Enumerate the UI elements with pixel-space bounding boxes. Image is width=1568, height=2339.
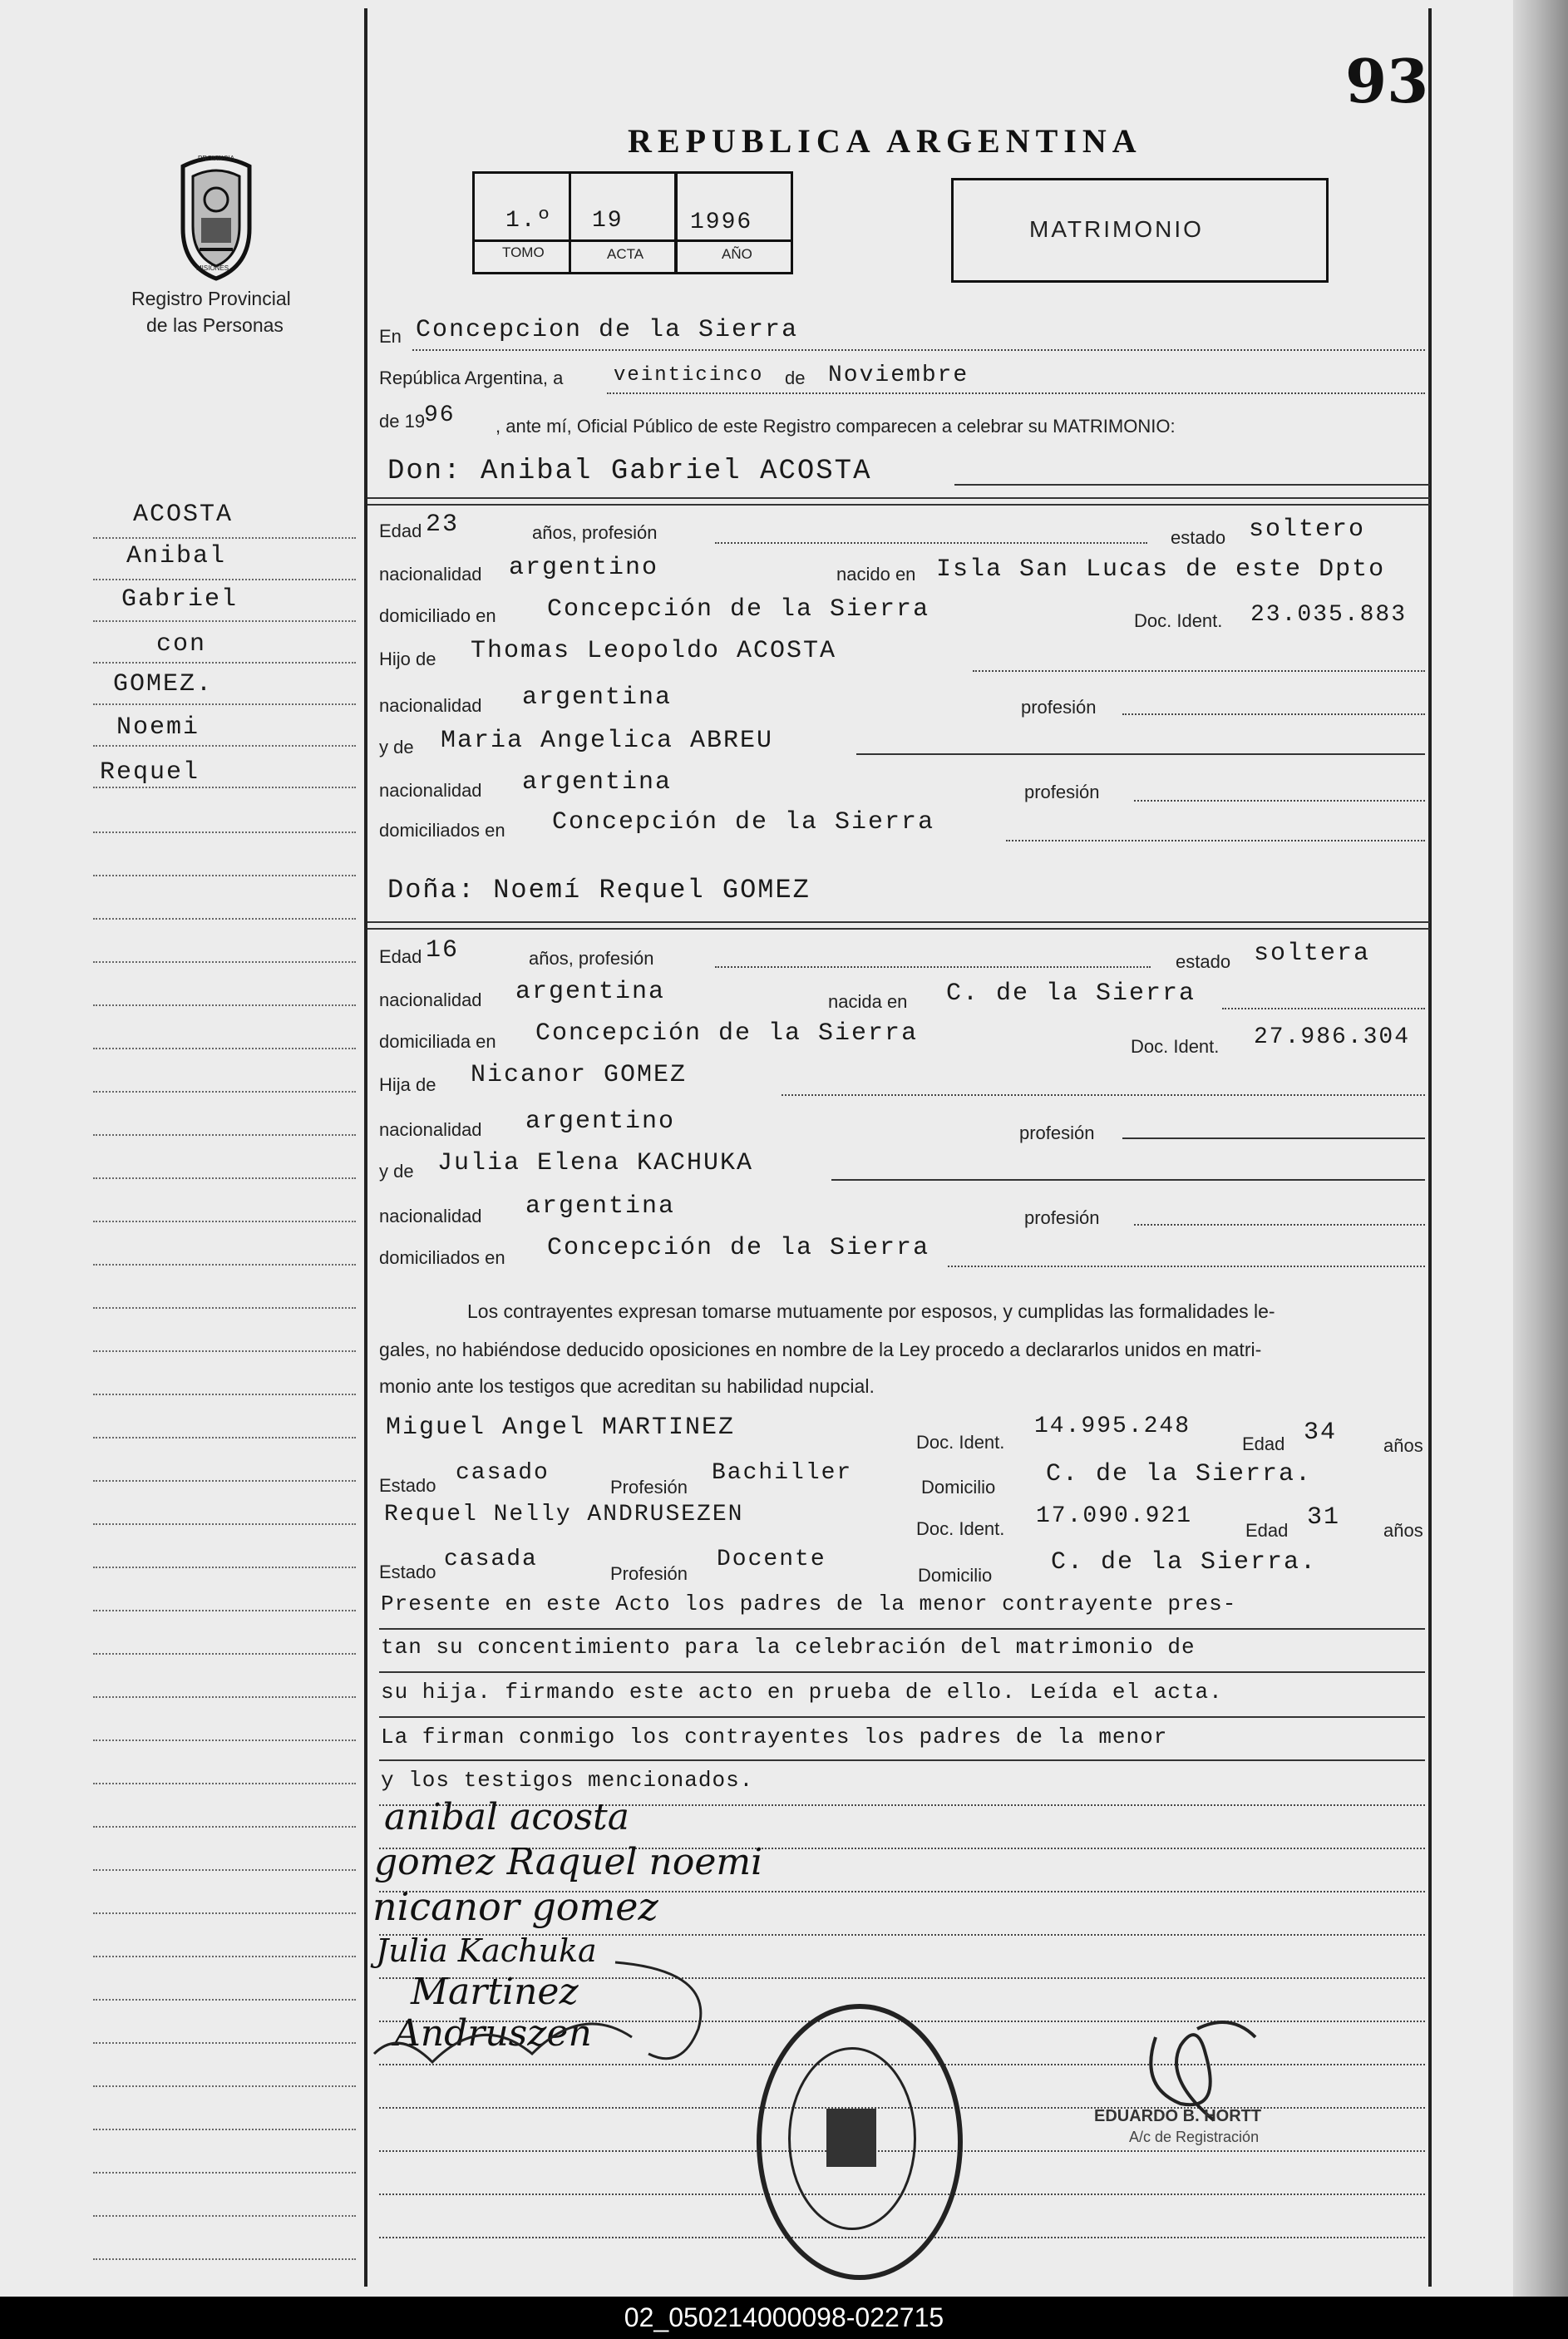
- official-stamp-title: A/c de Registración: [1129, 2129, 1260, 2145]
- anos-label: años: [1383, 1520, 1423, 1541]
- anos-label: años, profesión: [532, 522, 658, 543]
- groom-estado: soltero: [1249, 516, 1366, 544]
- name-rule: [367, 928, 1430, 930]
- groom-birthplace: Isla San Lucas de este Dpto: [936, 555, 1386, 584]
- fill-line: [715, 542, 1147, 544]
- witness-dom: C. de la Sierra.: [1051, 1548, 1318, 1577]
- anos-label: años: [1383, 1435, 1423, 1456]
- dom-label: Domicilio: [921, 1477, 996, 1498]
- margin-rule: [93, 787, 356, 788]
- declaration-line: Los contrayentes expresan tomarse mutuamente por esposos, y cumplidas las formalidades le-: [467, 1300, 1275, 1322]
- margin-rule: [93, 703, 356, 705]
- margin-rule: [93, 1912, 356, 1914]
- groom-dom: Concepción de la Sierra: [547, 595, 930, 624]
- margin-rule: [93, 2085, 356, 2087]
- registry-line1: Registro Provincial: [131, 288, 291, 309]
- note-rule: [379, 1759, 1425, 1761]
- signature-flourish-icon: [366, 1929, 748, 2079]
- prof-label: profesión: [1021, 697, 1097, 718]
- prof-label: profesión: [1024, 782, 1100, 802]
- margin-rule: [93, 1004, 356, 1006]
- intro-text: , ante mí, Oficial Público de este Registro comparecen a celebrar su MATRIMONIO:: [496, 416, 1176, 437]
- bride-nac: argentina: [515, 978, 666, 1006]
- margin-rule: [93, 1048, 356, 1049]
- margin-rule: [93, 1567, 356, 1568]
- fill-line: [1134, 1224, 1425, 1226]
- margin-note-line: Gabriel: [121, 585, 239, 614]
- doc-label: Doc. Ident.: [916, 1432, 1005, 1453]
- margin-rule: [93, 745, 356, 747]
- margin-rule: [93, 1739, 356, 1741]
- witness-estado: casada: [444, 1547, 538, 1572]
- bride-parents-dom: Concepción de la Sierra: [547, 1234, 930, 1262]
- registry-line2: de las Personas: [146, 314, 284, 336]
- hija-label: Hija de: [379, 1074, 436, 1095]
- fill-line: [973, 670, 1425, 672]
- month-value: Noviembre: [828, 363, 969, 388]
- republica-label: República Argentina, a: [379, 368, 564, 388]
- witness-prof: Bachiller: [712, 1460, 853, 1486]
- fill-line: [1134, 800, 1425, 802]
- prof-label: profesión: [1024, 1207, 1100, 1228]
- margin-rule: [93, 1696, 356, 1698]
- hijo-label: Hijo de: [379, 649, 436, 669]
- fill-line: [607, 392, 1425, 394]
- margin-note-line: Requel: [100, 758, 200, 787]
- signature: Andruszen: [394, 2012, 592, 2055]
- prof-label: profesión: [1019, 1123, 1095, 1143]
- witness-name: Requel Nelly ANDRUSEZEN: [384, 1502, 744, 1527]
- note-line: Presente en este Acto los padres de la menor contrayente pres-: [381, 1591, 1237, 1616]
- bride-name: Doña: Noemí Requel GOMEZ: [387, 875, 811, 905]
- witness-doc: 14.995.248: [1034, 1414, 1191, 1439]
- margin-rule: [93, 2215, 356, 2217]
- groom-age: 23: [426, 511, 460, 539]
- official-stamp-name: EDUARDO B. HORTT: [1094, 2107, 1262, 2125]
- fill-line: [1122, 1137, 1425, 1139]
- declaration-line: monio ante los testigos que acreditan su habilidad nupcial.: [379, 1375, 875, 1397]
- nac-label: nacionalidad: [379, 695, 482, 716]
- margin-note-line: Noemi: [116, 713, 200, 742]
- margin-rule: [93, 1177, 356, 1179]
- tomo-value: 1.º: [505, 208, 553, 234]
- margin-note-line: Anibal: [126, 542, 227, 570]
- parents-dom-label: domiciliados en: [379, 1247, 505, 1268]
- margin-rule: [93, 1480, 356, 1482]
- margin-rule: [93, 1523, 356, 1525]
- right-margin-line: [1428, 8, 1432, 2287]
- nacida-label: nacida en: [828, 991, 908, 1012]
- margin-rule: [93, 1783, 356, 1784]
- nac-label: nacionalidad: [379, 1206, 482, 1226]
- signature: Julia Kachuka: [376, 1932, 597, 1969]
- place-value: Concepcion de la Sierra: [416, 316, 799, 344]
- bride-doc: 27.986.304: [1254, 1024, 1411, 1050]
- note-line: tan su concentimiento para la celebración del matrimonio de: [381, 1635, 1196, 1660]
- groom-father-nac: argentina: [522, 683, 673, 712]
- groom-mother: Maria Angelica ABREU: [441, 727, 774, 755]
- de19-label: de 19: [379, 411, 426, 432]
- estado-label: Estado: [379, 1562, 436, 1582]
- de-label: de: [785, 368, 806, 388]
- doc-label: Doc. Ident.: [1134, 610, 1223, 631]
- bride-estado: soltera: [1254, 940, 1371, 968]
- groom-father: Thomas Leopoldo ACOSTA: [471, 637, 837, 665]
- note-rule: [379, 1671, 1425, 1673]
- prof-label: Profesión: [610, 1477, 688, 1498]
- fill-line: [1122, 713, 1425, 715]
- margin-rule: [93, 1221, 356, 1222]
- margin-rule: [93, 2258, 356, 2260]
- edad-label: Edad: [379, 521, 422, 541]
- witness-dom: C. de la Sierra.: [1046, 1460, 1313, 1488]
- bride-age: 16: [426, 936, 460, 965]
- witness-name: Miguel Angel MARTINEZ: [386, 1414, 736, 1442]
- margin-rule: [93, 1437, 356, 1438]
- fill-line: [412, 349, 1425, 351]
- crest-text-bottom: MISIONES: [196, 264, 229, 272]
- day-value: veinticinco: [614, 364, 764, 387]
- margin-note-line: GOMEZ.: [113, 670, 214, 698]
- groom-nac: argentino: [509, 554, 659, 582]
- signature: nicanor gomez: [372, 1884, 658, 1929]
- document-title: REPUBLICA ARGENTINA: [628, 122, 1142, 160]
- nac-label: nacionalidad: [379, 989, 482, 1010]
- record-box-divider1: [569, 174, 571, 272]
- name-rule: [367, 504, 1430, 506]
- margin-rule: [93, 662, 356, 664]
- fill-line: [1222, 1008, 1425, 1009]
- fill-line: [856, 753, 1425, 755]
- dom-label: domiciliado en: [379, 605, 496, 626]
- groom-parents-dom: Concepción de la Sierra: [552, 808, 935, 836]
- witness-estado: casado: [456, 1460, 550, 1486]
- fill-line: [1006, 840, 1425, 841]
- name-rule: [367, 497, 1430, 499]
- edad-label: Edad: [379, 946, 422, 967]
- page-number: 93: [1345, 46, 1429, 116]
- groom-mother-nac: argentina: [522, 768, 673, 797]
- bride-mother-nac: argentina: [525, 1192, 676, 1221]
- tomo-label: TOMO: [502, 244, 545, 260]
- signature: Martinez: [411, 1971, 579, 2013]
- fill-line: [715, 966, 1151, 968]
- ano-value: 1996: [690, 210, 753, 235]
- edad-label: Edad: [1245, 1520, 1289, 1541]
- note-line: su hija. firmando este acto en prueba de ello. Leída el acta.: [381, 1680, 1223, 1705]
- fill-line: [782, 1094, 1425, 1096]
- en-label: En: [379, 326, 402, 347]
- margin-note-line: con: [156, 630, 207, 659]
- ano-label: AÑO: [722, 246, 752, 262]
- groom-doc: 23.035.883: [1250, 602, 1408, 628]
- margin-rule: [93, 831, 356, 833]
- margin-rule: [93, 1134, 356, 1136]
- yde-label: y de: [379, 1161, 414, 1182]
- footer-id: 02_050214000098-022715: [0, 2297, 1568, 2339]
- margin-rule: [93, 1826, 356, 1828]
- misiones-crest-icon: [166, 150, 266, 283]
- margin-rule: [93, 918, 356, 920]
- note-line: La firman conmigo los contrayentes los padres de la menor: [381, 1725, 1168, 1749]
- bride-birthplace: C. de la Sierra: [946, 980, 1196, 1008]
- note-rule: [379, 1628, 1425, 1630]
- edad-label: Edad: [1242, 1434, 1285, 1454]
- margin-rule: [93, 2129, 356, 2130]
- book-binding: [1513, 0, 1568, 2297]
- anos-label: años, profesión: [529, 948, 654, 969]
- bride-father: Nicanor GOMEZ: [471, 1061, 688, 1089]
- year-value: 96: [424, 402, 456, 428]
- dom-label: domiciliada en: [379, 1031, 496, 1052]
- estado-label: Estado: [379, 1475, 436, 1496]
- witness-age: 31: [1307, 1503, 1341, 1532]
- nac-label: nacionalidad: [379, 564, 482, 585]
- acta-value: 19: [592, 208, 624, 234]
- name-rule: [367, 921, 1430, 923]
- margin-rule: [93, 875, 356, 876]
- signature: gomez Raquel noemi: [374, 1841, 763, 1883]
- margin-rule: [93, 1394, 356, 1395]
- margin-rule: [93, 1999, 356, 2001]
- estado-label: estado: [1176, 951, 1231, 972]
- witness-age: 34: [1304, 1419, 1338, 1447]
- nac-label: nacionalidad: [379, 780, 482, 801]
- margin-rule: [93, 620, 356, 622]
- margin-rule: [93, 1307, 356, 1309]
- margin-rule: [93, 579, 356, 580]
- margin-rule: [93, 1653, 356, 1655]
- prof-label: Profesión: [610, 1563, 688, 1584]
- doc-label: Doc. Ident.: [1131, 1036, 1220, 1057]
- record-type: MATRIMONIO: [1029, 216, 1204, 242]
- margin-rule: [93, 537, 356, 539]
- margin-note-line: ACOSTA: [133, 501, 234, 529]
- nacido-label: nacido en: [836, 564, 916, 585]
- signature: anibal acosta: [384, 1796, 629, 1838]
- margin-rule: [93, 1350, 356, 1352]
- record-box-hline: [472, 239, 793, 242]
- witness-doc: 17.090.921: [1036, 1503, 1193, 1529]
- margin-rule: [93, 1610, 356, 1611]
- nac-label: nacionalidad: [379, 1119, 482, 1140]
- note-rule: [379, 1716, 1425, 1718]
- margin-rule: [93, 2172, 356, 2174]
- margin-rule: [93, 1869, 356, 1871]
- crest-text-top: PROVINCIA: [198, 155, 235, 162]
- estado-label: estado: [1171, 527, 1226, 548]
- margin-rule: [93, 2042, 356, 2044]
- seal-emblem: [826, 2109, 876, 2167]
- acta-label: ACTA: [607, 246, 644, 262]
- margin-rule: [93, 1956, 356, 1957]
- record-box-divider2: [675, 174, 678, 272]
- fill-line: [948, 1266, 1425, 1267]
- margin-rule: [93, 961, 356, 963]
- margin-rule: [93, 1264, 356, 1266]
- margin-rule: [93, 1091, 356, 1093]
- doc-label: Doc. Ident.: [916, 1518, 1005, 1539]
- note-line: y los testigos mencionados.: [381, 1768, 754, 1793]
- witness-prof: Docente: [717, 1547, 826, 1572]
- name-rule: [954, 484, 1430, 486]
- groom-name: Don: Anibal Gabriel ACOSTA: [387, 456, 872, 487]
- bride-dom: Concepción de la Sierra: [535, 1019, 919, 1048]
- declaration-line: gales, no habiéndose deducido oposiciones en nombre de la Ley procedo a declararlos unidos en matri-: [379, 1339, 1262, 1360]
- yde-label: y de: [379, 737, 414, 757]
- fill-line: [831, 1179, 1425, 1181]
- dom-label: Domicilio: [918, 1565, 993, 1586]
- bride-father-nac: argentino: [525, 1108, 676, 1136]
- parents-dom-label: domiciliados en: [379, 820, 505, 841]
- bride-mother: Julia Elena KACHUKA: [437, 1149, 754, 1177]
